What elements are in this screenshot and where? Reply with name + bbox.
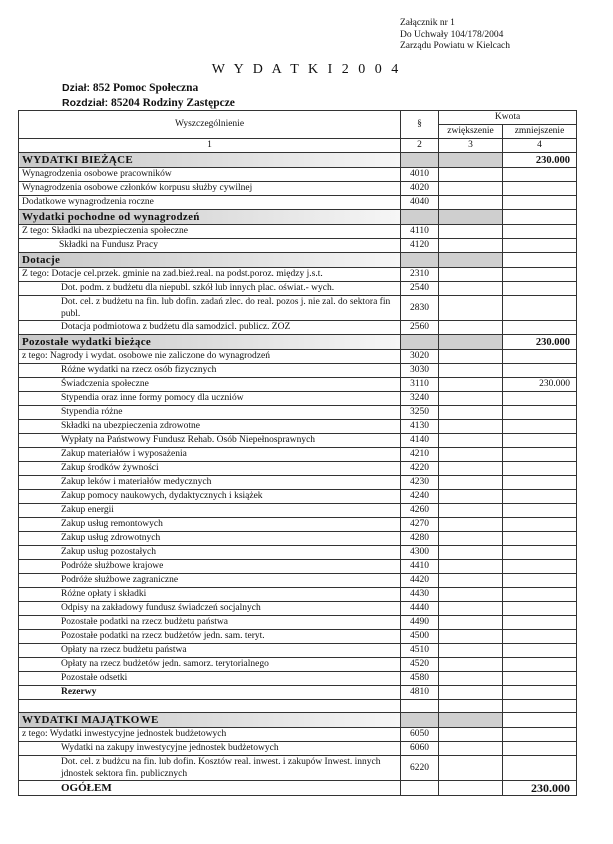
row-paragraph: 4420 <box>401 574 439 588</box>
annex-note <box>400 18 510 53</box>
table-row <box>19 630 577 644</box>
table-row <box>19 225 577 239</box>
row-description: Podróże służbowe krajowe <box>19 560 401 574</box>
row-description: Dot. cel. z budżcu na fin. lub dofin. Kosztów real. inwest. i zakupów Inwest. innych jdnostek sektora fin. publicznych <box>19 756 401 781</box>
row-paragraph: 4260 <box>401 504 439 518</box>
row-paragraph: 4120 <box>401 239 439 253</box>
row-increase <box>439 490 503 504</box>
table-row <box>19 420 577 434</box>
section-row <box>19 713 577 728</box>
row-decrease <box>503 616 577 630</box>
row-increase <box>439 434 503 448</box>
row-paragraph: 4230 <box>401 476 439 490</box>
row-decrease <box>503 239 577 253</box>
row-decrease <box>503 282 577 296</box>
row-decrease: 230.000 <box>503 335 577 350</box>
row-description: Zakup usług pozostałych <box>19 546 401 560</box>
row-increase <box>439 448 503 462</box>
row-paragraph: 4280 <box>401 532 439 546</box>
row-decrease <box>503 756 577 781</box>
row-paragraph <box>401 210 439 225</box>
section-row <box>19 210 577 225</box>
row-decrease <box>503 296 577 321</box>
expenditure-table <box>18 110 577 796</box>
header-decrease: zmniejszenie <box>503 125 577 139</box>
row-paragraph: 2830 <box>401 296 439 321</box>
row-paragraph: 4510 <box>401 644 439 658</box>
row-increase <box>439 462 503 476</box>
row-increase <box>439 335 503 350</box>
row-decrease <box>503 268 577 282</box>
row-increase <box>439 602 503 616</box>
row-description: Zakup pomocy naukowych, dydaktycznych i książek <box>19 490 401 504</box>
row-description: Różne wydatki na rzecz osób fizycznych <box>19 364 401 378</box>
row-decrease <box>503 225 577 239</box>
dzial-label: Dział: <box>62 82 91 94</box>
table-row <box>19 672 577 686</box>
row-increase <box>439 253 503 268</box>
row-description: Zakup środków żywności <box>19 462 401 476</box>
table-row <box>19 448 577 462</box>
row-increase <box>439 210 503 225</box>
row-decrease <box>503 434 577 448</box>
table-row <box>19 504 577 518</box>
row-description: Świadczenia społeczne <box>19 378 401 392</box>
row-increase <box>439 546 503 560</box>
row-description: Składki na Fundusz Pracy <box>19 239 401 253</box>
row-increase <box>439 672 503 686</box>
row-decrease <box>503 462 577 476</box>
row-decrease <box>503 574 577 588</box>
row-decrease <box>503 168 577 182</box>
dzial-line <box>62 82 198 94</box>
header-col-3: 3 <box>439 139 503 153</box>
row-paragraph: 4240 <box>401 490 439 504</box>
row-increase <box>439 296 503 321</box>
row-description: Zakup usług zdrowotnych <box>19 532 401 546</box>
row-paragraph <box>401 335 439 350</box>
row-paragraph: 6220 <box>401 756 439 781</box>
row-decrease <box>503 728 577 742</box>
row-paragraph: 4010 <box>401 168 439 182</box>
header-col-1: 1 <box>19 139 401 153</box>
row-decrease <box>503 504 577 518</box>
row-paragraph: 4500 <box>401 630 439 644</box>
row-paragraph: 6060 <box>401 742 439 756</box>
row-increase <box>439 574 503 588</box>
row-paragraph: 4040 <box>401 196 439 210</box>
row-increase <box>439 406 503 420</box>
row-increase <box>439 282 503 296</box>
row-paragraph: 3110 <box>401 378 439 392</box>
row-paragraph <box>401 700 439 713</box>
row-increase <box>439 476 503 490</box>
table-row <box>19 518 577 532</box>
table-row <box>19 476 577 490</box>
row-paragraph: 4020 <box>401 182 439 196</box>
table-row <box>19 350 577 364</box>
row-increase <box>439 168 503 182</box>
row-paragraph: 3240 <box>401 392 439 406</box>
table-row <box>19 182 577 196</box>
row-paragraph: 3250 <box>401 406 439 420</box>
row-description: Zakup energii <box>19 504 401 518</box>
row-increase <box>439 700 503 713</box>
row-increase <box>439 588 503 602</box>
row-decrease <box>503 713 577 728</box>
row-paragraph: 2540 <box>401 282 439 296</box>
header-amount: Kwota <box>439 111 577 125</box>
table-row <box>19 462 577 476</box>
row-decrease <box>503 602 577 616</box>
row-description: Różne opłaty i składki <box>19 588 401 602</box>
table-row <box>19 700 577 713</box>
total-row <box>19 781 577 796</box>
rozdzial-line <box>62 97 235 109</box>
row-description: Zakup leków i materiałów medycznych <box>19 476 401 490</box>
row-description: Odpisy na zakładowy fundusz świadczeń socjalnych <box>19 602 401 616</box>
row-paragraph: 4220 <box>401 462 439 476</box>
row-decrease: 230.000 <box>503 378 577 392</box>
table-row <box>19 296 577 321</box>
row-description: Stypendia różne <box>19 406 401 420</box>
row-decrease <box>503 196 577 210</box>
row-description: Z tego: Składki na ubezpieczenia społeczne <box>19 225 401 239</box>
row-description: OGÓŁEM <box>19 781 401 796</box>
row-decrease <box>503 350 577 364</box>
row-increase <box>439 658 503 672</box>
row-description: Opłaty na rzecz budżetu państwa <box>19 644 401 658</box>
row-decrease <box>503 672 577 686</box>
table-row <box>19 644 577 658</box>
table-row <box>19 658 577 672</box>
row-increase <box>439 518 503 532</box>
row-description: Rezerwy <box>19 686 401 700</box>
row-description: WYDATKI MAJĄTKOWE <box>19 713 401 728</box>
table-row <box>19 168 577 182</box>
row-decrease <box>503 392 577 406</box>
table-row <box>19 321 577 335</box>
row-decrease <box>503 476 577 490</box>
table-row <box>19 546 577 560</box>
row-decrease <box>503 364 577 378</box>
row-description: Pozostałe wydatki bieżące <box>19 335 401 350</box>
row-increase <box>439 182 503 196</box>
row-decrease <box>503 448 577 462</box>
row-paragraph: 4490 <box>401 616 439 630</box>
row-decrease <box>503 546 577 560</box>
table-row <box>19 392 577 406</box>
row-increase <box>439 532 503 546</box>
row-decrease <box>503 406 577 420</box>
table-row <box>19 756 577 781</box>
row-decrease <box>503 210 577 225</box>
row-description: Pozostałe podatki na rzecz budżetów jedn. sam. teryt. <box>19 630 401 644</box>
row-description: Opłaty na rzecz budżetów jedn. samorz. terytorialnego <box>19 658 401 672</box>
row-increase <box>439 644 503 658</box>
row-paragraph: 2310 <box>401 268 439 282</box>
row-description: Dotacja podmiotowa z budżetu dla samodzicl. publicz. ZOZ <box>19 321 401 335</box>
row-increase <box>439 630 503 644</box>
row-paragraph: 4270 <box>401 518 439 532</box>
row-description: Pozostałe podatki na rzecz budżetu państwa <box>19 616 401 630</box>
rozdzial-label: Rozdział: <box>62 97 109 109</box>
row-description <box>19 700 401 713</box>
row-increase <box>439 560 503 574</box>
row-description: Zakup usług remontowych <box>19 518 401 532</box>
row-decrease <box>503 742 577 756</box>
table-row <box>19 602 577 616</box>
row-increase <box>439 713 503 728</box>
table-row <box>19 532 577 546</box>
row-decrease <box>503 518 577 532</box>
row-description: Z tego: Dotacje cel.przek. gminie na zad.bież.real. na podst.poroz. między j.s.t. <box>19 268 401 282</box>
table-row <box>19 268 577 282</box>
row-paragraph: 4210 <box>401 448 439 462</box>
row-paragraph: 3020 <box>401 350 439 364</box>
row-paragraph: 6050 <box>401 728 439 742</box>
row-decrease: 230.000 <box>503 781 577 796</box>
row-description: Dot. cel. z budżetu na fin. lub dofin. zadań zlec. do real. pozos j. nie zal. do sektora fin publ. <box>19 296 401 321</box>
table-row <box>19 616 577 630</box>
row-increase <box>439 420 503 434</box>
row-increase <box>439 378 503 392</box>
row-description: Wydatki na zakupy inwestycyjne jednostek budżetowych <box>19 742 401 756</box>
row-paragraph: 4300 <box>401 546 439 560</box>
row-decrease: 230.000 <box>503 153 577 168</box>
row-increase <box>439 504 503 518</box>
row-decrease <box>503 588 577 602</box>
row-paragraph: 4810 <box>401 686 439 700</box>
row-decrease <box>503 644 577 658</box>
row-increase <box>439 781 503 796</box>
row-paragraph: 3030 <box>401 364 439 378</box>
section-row <box>19 253 577 268</box>
table-row <box>19 282 577 296</box>
row-paragraph <box>401 153 439 168</box>
row-decrease <box>503 182 577 196</box>
header-increase: zwiększenie <box>439 125 503 139</box>
row-paragraph: 4110 <box>401 225 439 239</box>
row-decrease <box>503 700 577 713</box>
annex-line-1: Załącznik nr 1 <box>400 18 455 28</box>
row-decrease <box>503 253 577 268</box>
table-row <box>19 728 577 742</box>
row-increase <box>439 350 503 364</box>
table-row <box>19 239 577 253</box>
row-decrease <box>503 490 577 504</box>
header-paragraph: § <box>401 111 439 139</box>
header-col-4: 4 <box>503 139 577 153</box>
row-decrease <box>503 420 577 434</box>
row-decrease <box>503 532 577 546</box>
row-increase <box>439 153 503 168</box>
row-increase <box>439 686 503 700</box>
row-increase <box>439 239 503 253</box>
table-row <box>19 742 577 756</box>
row-paragraph: 4410 <box>401 560 439 574</box>
table-row <box>19 588 577 602</box>
table-row <box>19 490 577 504</box>
row-decrease <box>503 321 577 335</box>
row-paragraph: 4580 <box>401 672 439 686</box>
row-paragraph: 2560 <box>401 321 439 335</box>
dzial-value: 852 Pomoc Społeczna <box>92 82 199 94</box>
row-increase <box>439 268 503 282</box>
row-paragraph: 4430 <box>401 588 439 602</box>
row-paragraph: 4130 <box>401 420 439 434</box>
row-increase <box>439 225 503 239</box>
table-row <box>19 364 577 378</box>
row-increase <box>439 196 503 210</box>
row-paragraph: 4140 <box>401 434 439 448</box>
table-row <box>19 434 577 448</box>
row-decrease <box>503 658 577 672</box>
header-description: Wyszczególnienie <box>19 111 401 139</box>
annex-line-2: Do Uchwały 104/178/2004 <box>400 29 504 40</box>
row-description: Wynagrodzenia osobowe członków korpusu służby cywilnej <box>19 182 401 196</box>
row-description: Dot. podm. z budżetu dla niepubl. szkół lub innych plac. oświat.- wych. <box>19 282 401 296</box>
row-decrease <box>503 560 577 574</box>
table-row <box>19 406 577 420</box>
row-description: Zakup materiałów i wyposażenia <box>19 448 401 462</box>
row-description: Pozostałe odsetki <box>19 672 401 686</box>
rozdzial-value: 85204 Rodziny Zastępcze <box>110 97 235 109</box>
row-increase <box>439 756 503 781</box>
table-body <box>19 153 577 796</box>
row-description: Składki na ubezpieczenia zdrowotne <box>19 420 401 434</box>
row-description: Dodatkowe wynagrodzenia roczne <box>19 196 401 210</box>
row-increase <box>439 321 503 335</box>
row-description: z tego: Nagrody i wydat. osobowe nie zaliczone do wynagrodzeń <box>19 350 401 364</box>
row-description: Wydatki pochodne od wynagrodzeń <box>19 210 401 225</box>
row-description: Stypendia oraz inne formy pomocy dla uczniów <box>19 392 401 406</box>
row-decrease <box>503 630 577 644</box>
header-col-2: 2 <box>401 139 439 153</box>
row-decrease <box>503 686 577 700</box>
section-row <box>19 153 577 168</box>
annex-line-3: Zarządu Powiatu w Kielcach <box>400 41 510 51</box>
row-paragraph: 4520 <box>401 658 439 672</box>
table-row <box>19 560 577 574</box>
row-description: Podróże służbowe zagraniczne <box>19 574 401 588</box>
table-row <box>19 378 577 392</box>
row-paragraph <box>401 781 439 796</box>
document-title: W Y D A T K I 2 0 0 4 <box>211 62 402 77</box>
row-paragraph <box>401 253 439 268</box>
row-increase <box>439 742 503 756</box>
row-paragraph <box>401 713 439 728</box>
row-description: Wypłaty na Państwowy Fundusz Rehab. Osób Niepełnosprawnych <box>19 434 401 448</box>
row-description: z tego: Wydatki inwestycyjne jednostek budżetowych <box>19 728 401 742</box>
row-description: Wynagrodzenia osobowe pracowników <box>19 168 401 182</box>
row-description: WYDATKI BIEŻĄCE <box>19 153 401 168</box>
table-row <box>19 574 577 588</box>
table-row <box>19 686 577 700</box>
row-increase <box>439 364 503 378</box>
section-row <box>19 335 577 350</box>
row-increase <box>439 728 503 742</box>
row-increase <box>439 616 503 630</box>
row-description: Dotacje <box>19 253 401 268</box>
row-paragraph: 4440 <box>401 602 439 616</box>
table-row <box>19 196 577 210</box>
row-increase <box>439 392 503 406</box>
